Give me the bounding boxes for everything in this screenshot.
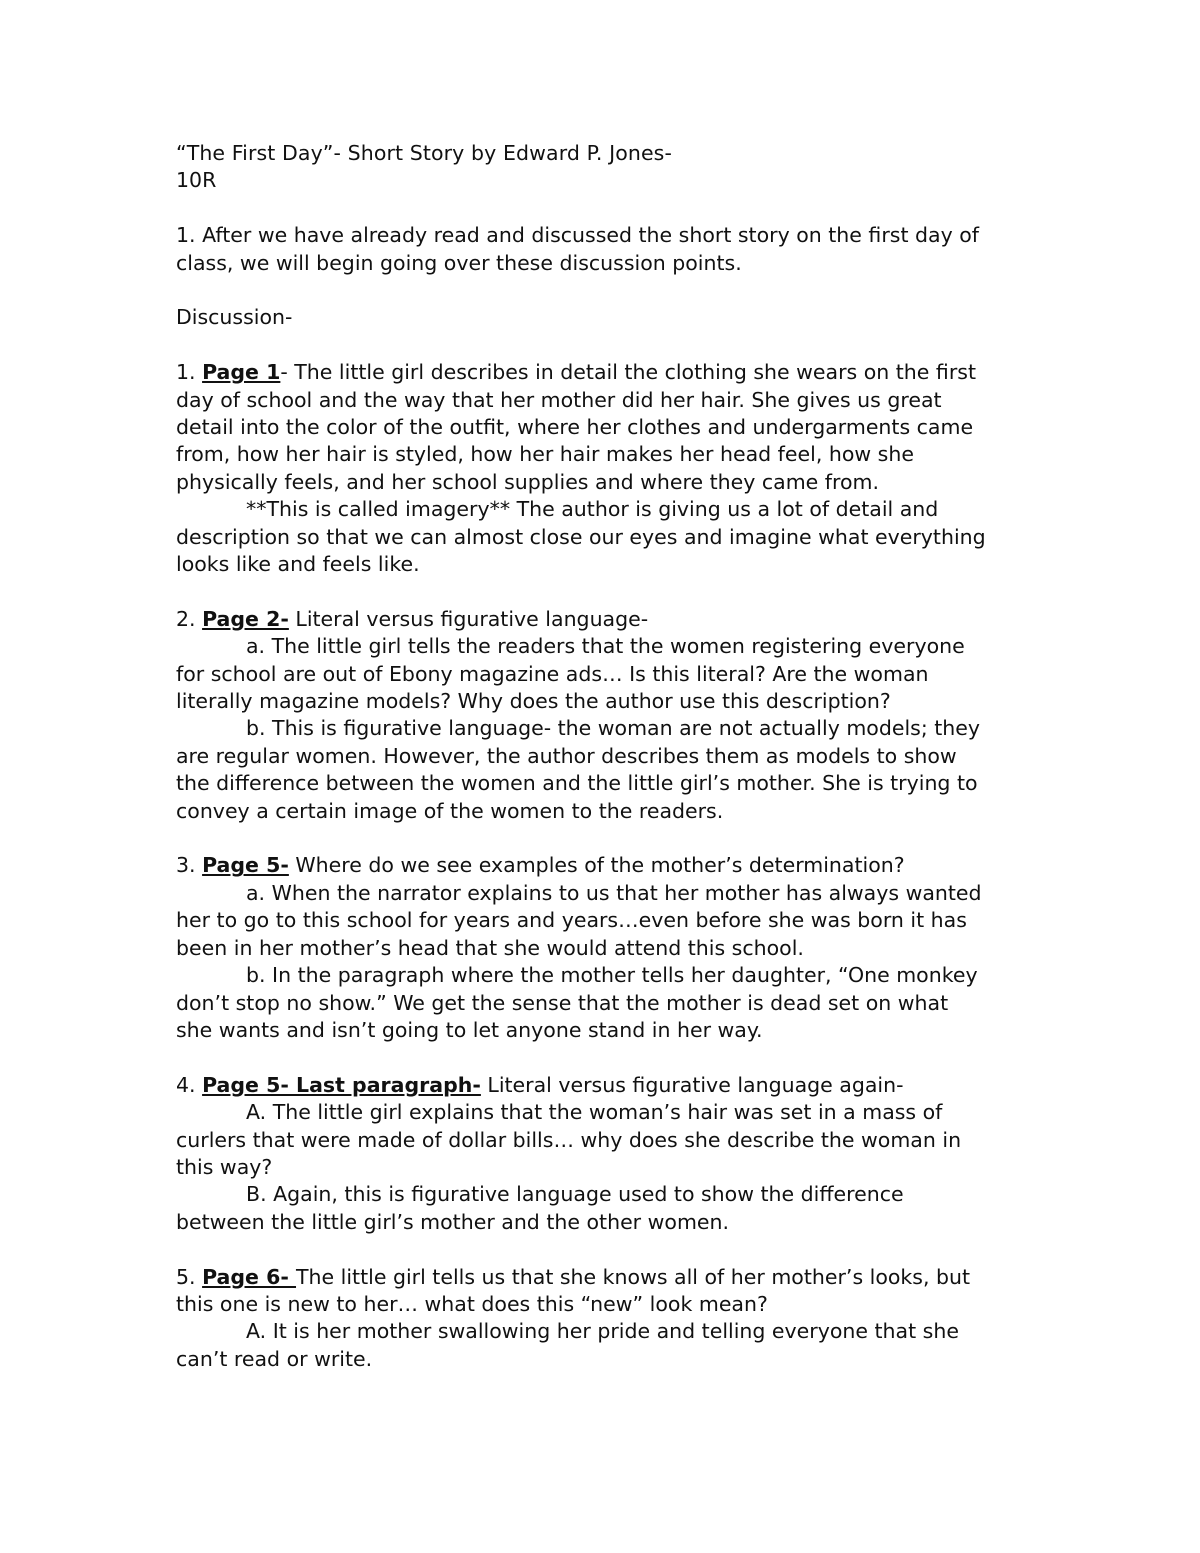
spacer <box>176 1236 1046 1263</box>
item-text: Literal versus figurative language again- <box>480 1072 904 1097</box>
item-line: description so that we can almost close our eyes and imagine what everything <box>176 524 986 549</box>
discussion-item-2-heading <box>176 606 1046 633</box>
sub-point-b: b. This is figurative language- the woman are not actually models; they <box>246 716 981 741</box>
sub-point-a: a. When the narrator explains to us that her mother has always wanted <box>246 880 982 905</box>
spacer <box>176 578 1046 605</box>
page-reference: Page 2- <box>202 606 289 631</box>
item-line: can’t read or write. <box>176 1346 373 1371</box>
item-number: 3. <box>176 853 203 878</box>
spacer <box>176 1044 1046 1071</box>
item-line: don’t stop no show.” We get the sense that the mother is dead set on what <box>176 990 949 1015</box>
discussion-item-1-heading <box>176 359 1046 386</box>
item-line: looks like and feels like. <box>176 552 420 577</box>
page-reference: Page 5- Last paragraph- <box>202 1072 481 1097</box>
page-reference: Page 6- <box>202 1264 297 1289</box>
item-text: Where do we see examples of the mother’s determination? <box>288 853 905 878</box>
item-line: physically feels, and her school supplies and where they came from. <box>176 469 880 494</box>
item-line: are regular women. However, the author describes them as models to show <box>176 743 957 768</box>
spacer <box>176 332 1046 359</box>
sub-point-b: B. Again, this is figurative language used to show the difference <box>246 1182 904 1207</box>
item-number: 1. <box>176 360 203 385</box>
page-reference: Page 5- <box>202 853 289 878</box>
item-number: 4. <box>176 1072 203 1097</box>
spacer <box>176 277 1046 304</box>
discussion-heading: Discussion- <box>176 305 293 330</box>
sub-point-a: A. The little girl explains that the woman’s hair was set in a mass of <box>246 1100 943 1125</box>
item-line: from, how her hair is styled, how her hair makes her head feel, how she <box>176 442 914 467</box>
intro-line: 1. After we have already read and discussed the short story on the first day of <box>176 223 979 248</box>
document-body <box>176 140 1046 1373</box>
item-line: detail into the color of the outfit, where her clothes and undergarments came <box>176 415 974 440</box>
item-line: between the little girl’s mother and the other women. <box>176 1209 730 1234</box>
item-line: day of school and the way that her mother did her hair. She gives us great <box>176 387 942 412</box>
item-line: her to go to this school for years and years…even before she was born it has <box>176 908 967 933</box>
item-line: literally magazine models? Why does the author use this description? <box>176 689 891 714</box>
item-text: The little girl tells us that she knows all of her mother’s looks, but <box>296 1264 971 1289</box>
item-number: 5. <box>176 1264 203 1289</box>
item-line: convey a certain image of the women to the readers. <box>176 798 724 823</box>
discussion-item-3-heading <box>176 852 1046 879</box>
item-line: she wants and isn’t going to let anyone stand in her way. <box>176 1017 763 1042</box>
page-reference: Page 1 <box>202 360 281 385</box>
discussion-item-4-heading <box>176 1072 1046 1099</box>
item-line: been in her mother’s head that she would attend this school. <box>176 935 804 960</box>
item-line: this one is new to her… what does this “new” look mean? <box>176 1291 768 1316</box>
item-text: Literal versus figurative language- <box>288 606 649 631</box>
document-title: “The First Day”- Short Story by Edward P. Jones- <box>176 141 672 165</box>
spacer <box>176 825 1046 852</box>
item-line: this way? <box>176 1154 273 1179</box>
item-line: the difference between the women and the little girl’s mother. She is trying to <box>176 771 978 796</box>
imagery-note: **This is called imagery** The author is giving us a lot of detail and <box>246 497 939 522</box>
sub-point-b: b. In the paragraph where the mother tells her daughter, “One monkey <box>246 963 978 988</box>
item-number: 2. <box>176 606 203 631</box>
discussion-item-5-heading <box>176 1264 1046 1291</box>
sub-point-a: A. It is her mother swallowing her pride and telling everyone that she <box>246 1319 959 1344</box>
class-code: 10R <box>176 168 217 193</box>
item-line: curlers that were made of dollar bills… why does she describe the woman in <box>176 1127 962 1152</box>
intro-line: class, we will begin going over these discussion points. <box>176 250 742 275</box>
item-text: - The little girl describes in detail the clothing she wears on the first <box>280 360 976 385</box>
sub-point-a: a. The little girl tells the readers that the women registering everyone <box>246 634 965 659</box>
spacer <box>176 195 1046 222</box>
item-line: for school are out of Ebony magazine ads… Is this literal? Are the woman <box>176 661 929 686</box>
